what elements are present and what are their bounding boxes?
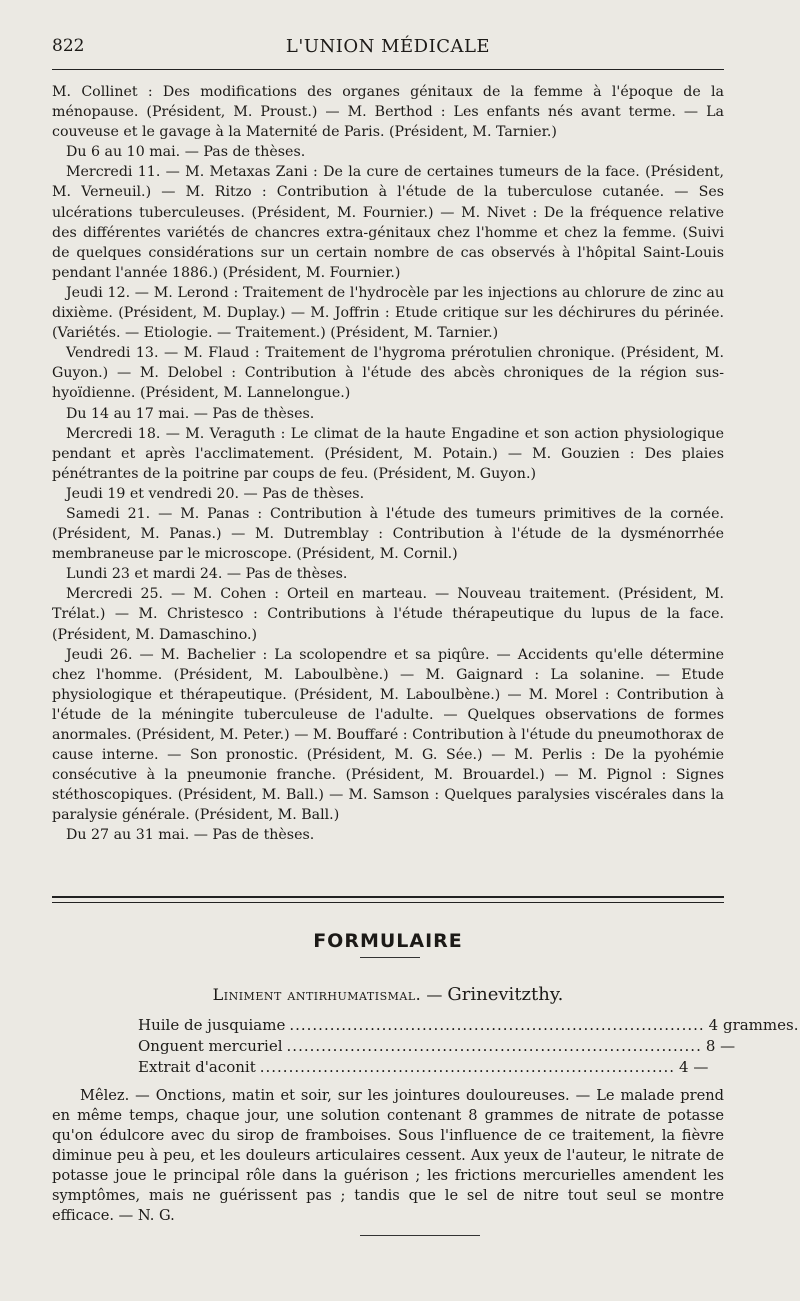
- running-head: [52, 36, 724, 66]
- ingredient-name: Onguent mercuriel: [138, 1037, 283, 1055]
- page-number: 822: [52, 36, 85, 56]
- thesis-entry: Du 6 au 10 mai. — Pas de thèses.: [66, 144, 306, 161]
- journal-title: L'UNION MÉDICALE: [285, 36, 491, 57]
- ingredient-name: Extrait d'aconit: [138, 1058, 256, 1076]
- ingredient-amount: 8 —: [705, 1037, 736, 1055]
- thesis-entry: Samedi 21. — M. Panas : Contribution à l'étude des tumeurs primitives de la cornée. (Président, M. Panas.) — M. Dutremblay : Contribution à l'étude de la dysménorrhée membraneuse par le microscope. (Président, M. Cornil.): [52, 505, 724, 563]
- thesis-entry: Mercredi 25. — M. Cohen : Orteil en marteau. — Nouveau traitement. (Président, M. Trélat.) — M. Christesco : Contributions à l'étude thérapeutique du lupus de la face. (Président, M. Damaschino.): [52, 586, 724, 643]
- leader-dots: ........................................................................: [289, 1016, 705, 1034]
- title-underline: [360, 957, 420, 958]
- thesis-entry: Mercredi 11. — M. Metaxas Zani : De la cure de certaines tumeurs de la face. (Président, M. Verneuil.) — M. Ritzo : Contribution à l'étude de la tuberculose cutanée. — Ses ulcérations tuberculeuses. (Président, M. Fournier.) — M. Nivet : De la fréquence relative des différentes variétés de chancres extra-génitaux chez l'homme et chez la femme. (Suivi de quelques considérations sur un certain nombre de cas observés à l'hôpital Saint-Louis pendant l'année 1886.) (Président, M. Fournier.): [52, 164, 724, 281]
- thesis-entry: Du 14 au 17 mai. — Pas de thèses.: [66, 405, 315, 422]
- recipe-title: [52, 984, 724, 1005]
- leader-dots: ........................................................................: [286, 1037, 702, 1055]
- ingredient-amount: 4 grammes.: [708, 1016, 799, 1034]
- thesis-entry: Mercredi 18. — M. Veraguth : Le climat de la haute Engadine et son action physiologique pendant et après l'acclimatement. (Président, M. Potain.) — M. Gouzien : Des plaies pénétrantes de la poitrine par coups de feu. (Président, M. Guyon.): [52, 425, 724, 482]
- recipe-author: Grinevitzthy.: [447, 984, 564, 1005]
- ingredient-row: [138, 1036, 736, 1057]
- section-divider: [52, 896, 724, 898]
- thesis-entry: Jeudi 26. — M. Bachelier : La scolopendre et sa piqûre. — Accidents qu'elle détermine chez l'homme. (Président, M. Laboulbène.) — M. Gaignard : La solanine. — Etude physiologique et thérapeutique. (Président, M. Laboulbène.) — M. Morel : Contribution à l'étude de la méningite tuberculeuse de l'adulte. — Quelques observations de formes anormales. (Président, M. Peter.) — M. Bouffaré : Contribution à l'étude du pneumothorax de cause interne. — Son pronostic. (Président, M. G. Sée.) — M. Perlis : De la pyohémie consécutive à la pneumonie franche. (Président, M. Brouardel.) — M. Pignol : Signes stéthoscopiques. (Président, M. Ball.) — M. Samson : Quelques paralysies viscérales dans la paralysie générale. (Président, M. Ball.): [52, 646, 724, 824]
- recipe-dash: —: [426, 985, 443, 1004]
- section-divider: [52, 902, 724, 903]
- thesis-entry: M. Collinet : Des modifications des organes génitaux de la femme à l'époque de la ménopause. (Président, M. Proust.) — M. Berthod : Les enfants nés avant terme. — La couveuse et le gavage à la Maternité de Paris. (Président, M. Tarnier.): [52, 84, 724, 141]
- end-rule: [360, 1235, 480, 1236]
- leader-dots: ........................................................................: [259, 1058, 676, 1076]
- recipe-name: Liniment antirhumatismal.: [212, 985, 422, 1004]
- ingredient-list: [138, 1015, 799, 1078]
- recipe-instructions: Mêlez. — Onctions, matin et soir, sur les jointures douloureuses. — Le malade prend en même temps, chaque jour, une solution contenant 8 grammes de nitrate de potasse qu'on édulcore avec du sirop de framboises. Sous l'influence de ce traitement, la fièvre diminue peu à peu, et les douleurs articulaires cessent. Aux yeux de l'auteur, le nitrate de potasse joue le principal rôle dans la guérison ; les frictions mercurielles amendent les symptômes, mais ne guérissent pas ; tandis que le sel de nitre tout seul se montre efficace. — N. G.: [52, 1087, 724, 1224]
- section-title: FORMULAIRE: [313, 930, 463, 952]
- theses-list: [52, 82, 724, 846]
- thesis-entry: Vendredi 13. — M. Flaud : Traitement de l'hygroma prérotulien chronique. (Président, M. Guyon.) — M. Delobel : Contribution à l'étude des abcès chroniques de la région sus-hyoïdienne. (Président, M. Lannelongue.): [52, 345, 724, 402]
- thesis-entry: Lundi 23 et mardi 24. — Pas de thèses.: [66, 566, 348, 583]
- ingredient-name: Huile de jusquiame: [138, 1016, 286, 1034]
- thesis-entry: Du 27 au 31 mai. — Pas de thèses.: [66, 827, 315, 844]
- ingredient-row: [138, 1015, 799, 1036]
- thesis-entry: Jeudi 19 et vendredi 20. — Pas de thèses.: [66, 485, 365, 502]
- header-rule: [52, 69, 724, 70]
- ingredient-row: [138, 1057, 709, 1078]
- ingredient-amount: 4 —: [679, 1058, 709, 1076]
- thesis-entry: Jeudi 12. — M. Lerond : Traitement de l'hydrocèle par les injections au chlorure de zinc au dixième. (Président, M. Duplay.) — M. Joffrin : Etude critique sur les déchirures du périnée. (Variétés. — Etiologie. — Traitement.) (Président, M. Tarnier.): [52, 284, 724, 342]
